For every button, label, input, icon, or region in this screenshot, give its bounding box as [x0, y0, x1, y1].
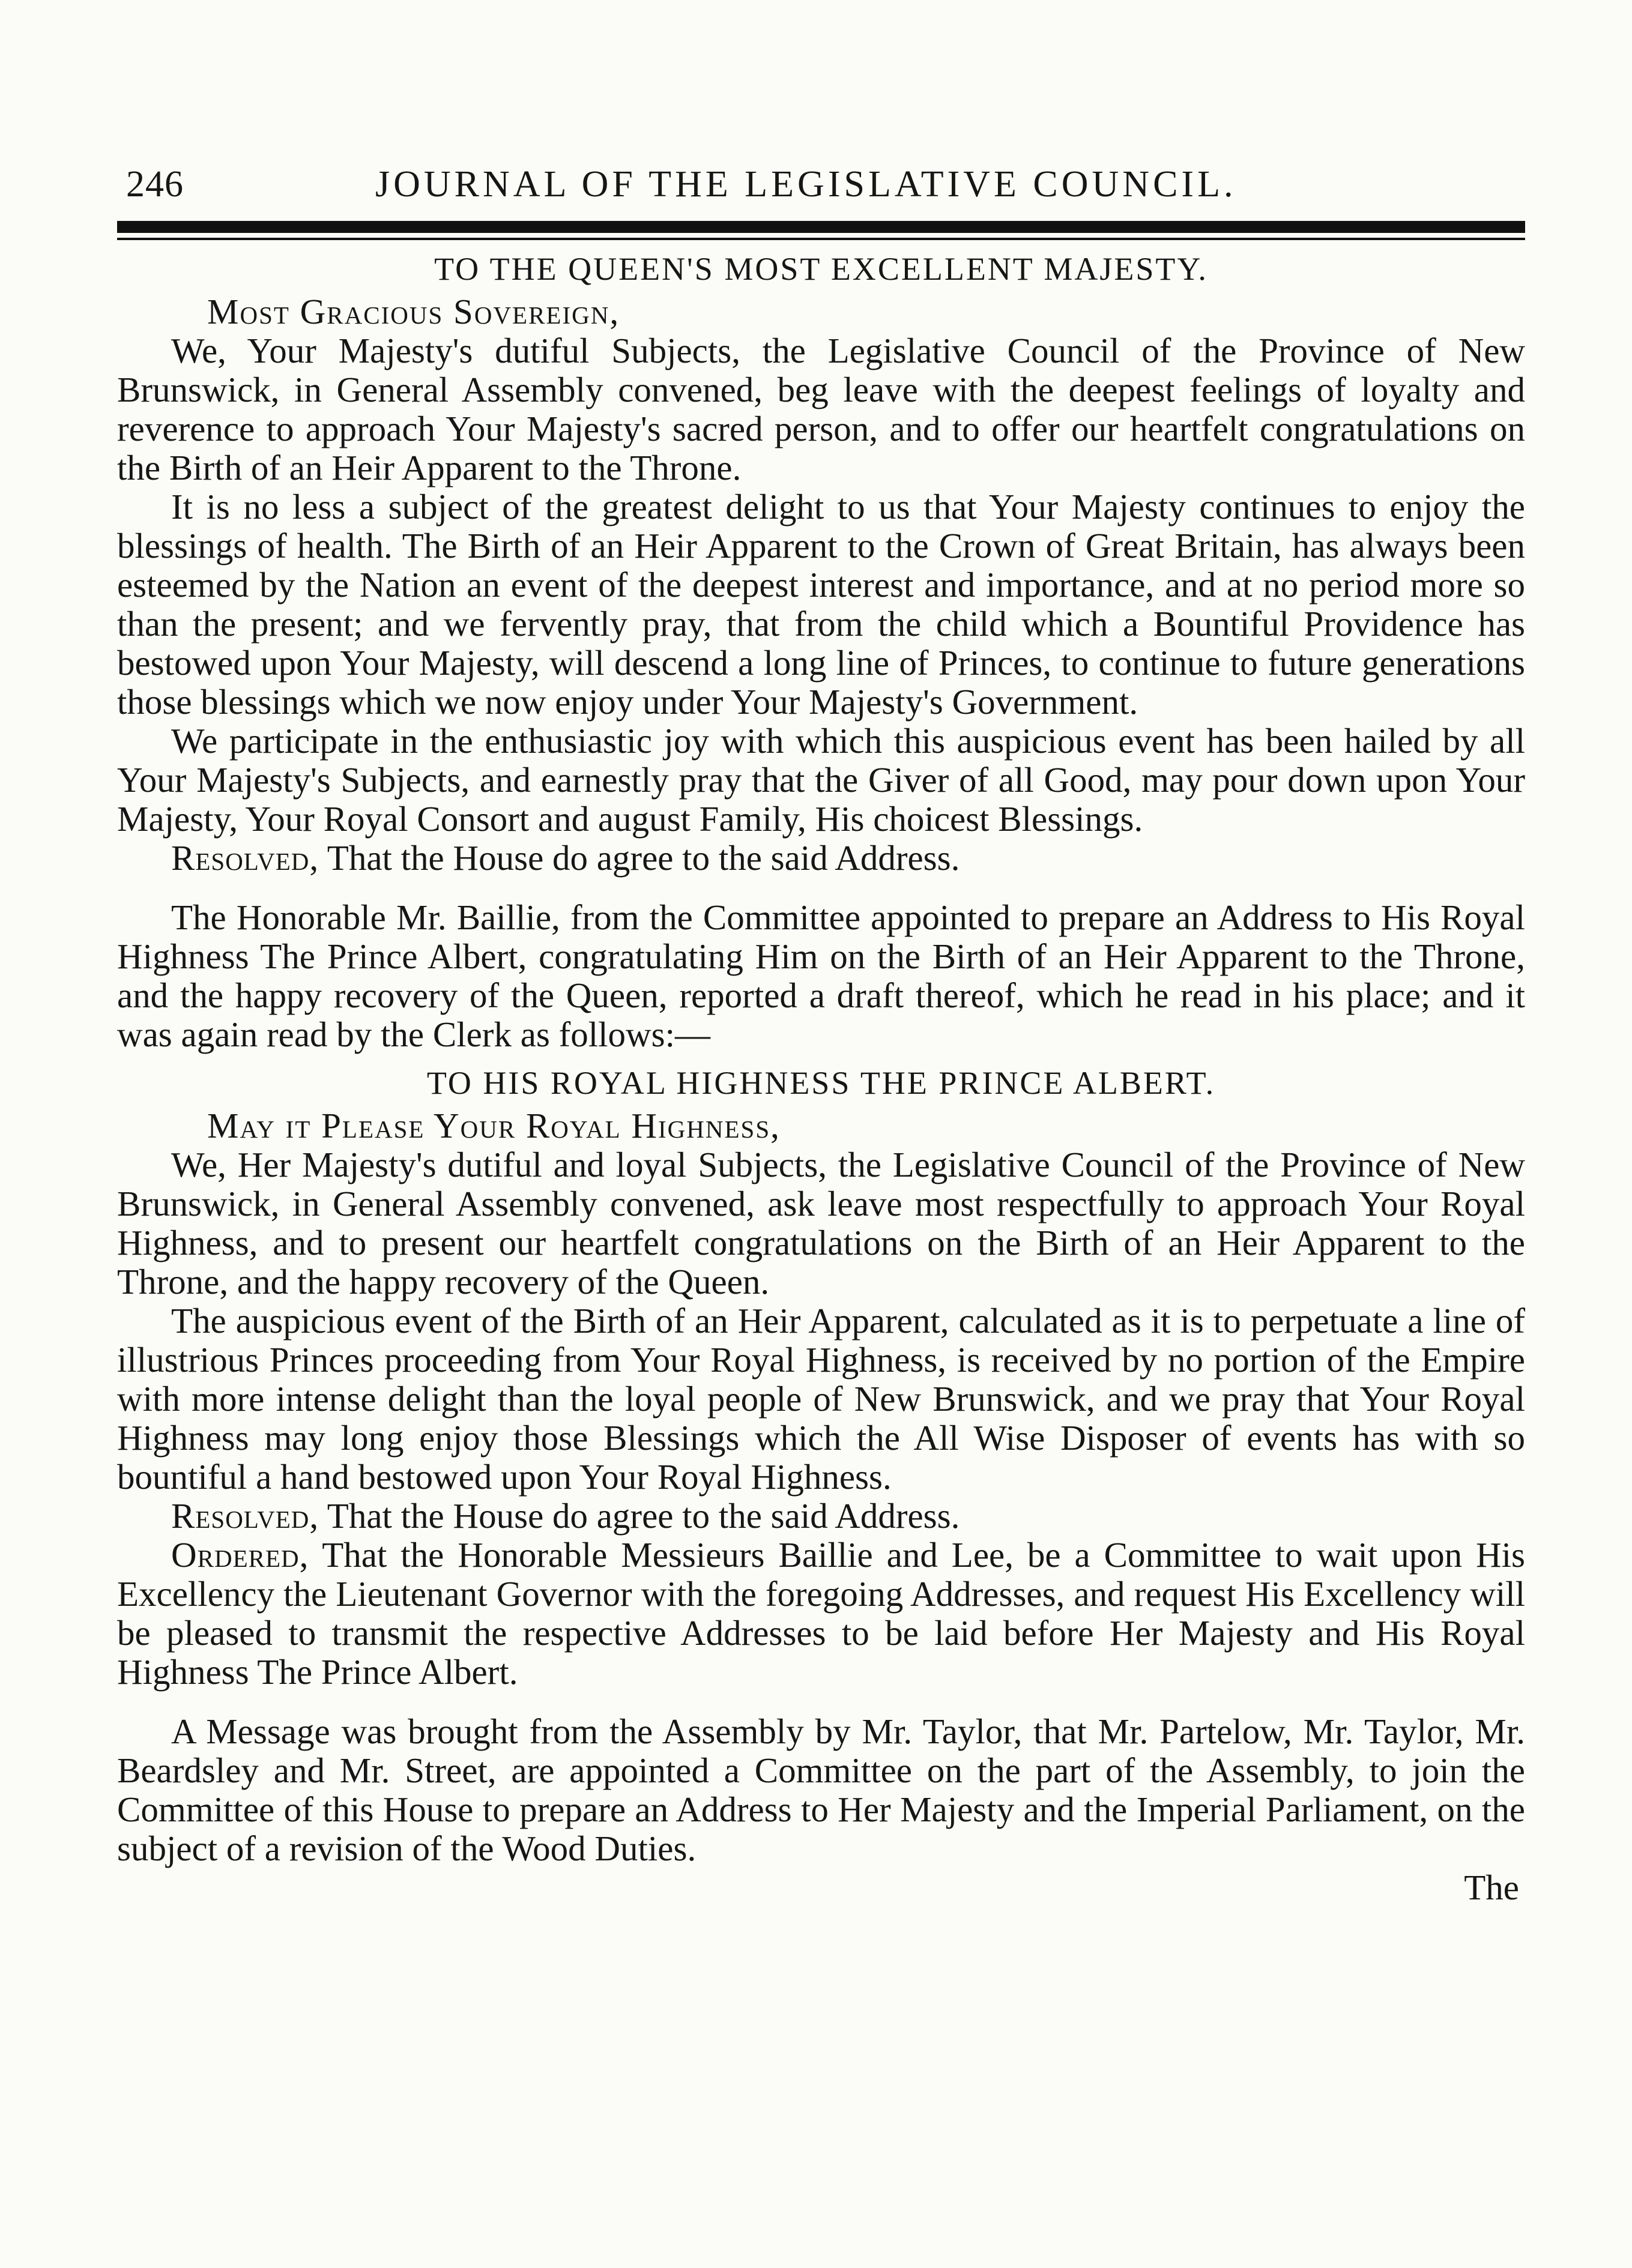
- header-rule-thick: [117, 221, 1525, 233]
- assembly-message-paragraph: A Message was brought from the Assembly by Mr. Taylor, that Mr. Partelow, Mr. Taylor, Mr. Beardsley and Mr. Street, are appointed a Committee on the part of the Assembly, to join the Committee of this House to prepare an Address to Her Majesty and the Imperial Parliament, on the subject of a revision of the Wood Duties.: [117, 1712, 1525, 1868]
- ordered-text: That the Honorable Messieurs Baillie and Lee, be a Committee to wait upon His Excellency the Lieutenant Governor with the foregoing Addresses, and request His Excellency will be pleased to transmit the respective Addresses to be laid before Her Majesty and His Royal Highness The Prince Albert.: [117, 1535, 1525, 1692]
- queen-address-paragraph: We, Your Majesty's dutiful Subjects, the Legislative Council of the Province of New Brunswick, in General Assembly convened, beg leave with the deepest feelings of loyalty and reverence to approach Your Majesty's sacred person, and to offer our heartfelt congratulations on the Birth of an Heir Apparent to the Throne.: [117, 331, 1525, 487]
- journal-body: [117, 250, 1525, 1868]
- page-header: [117, 150, 1525, 216]
- page-number: 246: [126, 164, 184, 205]
- committee-report-paragraph: The Honorable Mr. Baillie, from the Committee appointed to prepare an Address to His Royal Highness The Prince Albert, congratulating Him on the Birth of an Heir Apparent to the Throne, and the happy recovery of the Queen, reported a draft thereof, which he read in his place; and it was again read by the Clerk as follows:—: [117, 897, 1525, 1054]
- prince-address-salutation: May it Please Your Royal Highness,: [207, 1106, 781, 1145]
- prince-resolution: [117, 1497, 1525, 1536]
- running-title: JOURNAL OF THE LEGISLATIVE COUNCIL.: [375, 164, 1237, 205]
- resolved-text: That the House do agree to the said Address.: [327, 1496, 960, 1536]
- catchword: The: [1464, 1868, 1519, 1907]
- resolved-text: That the House do agree to the said Address.: [327, 838, 960, 878]
- queen-address-heading: TO THE QUEEN'S MOST EXCELLENT MAJESTY.: [434, 251, 1208, 287]
- prince-address-heading: TO HIS ROYAL HIGHNESS THE PRINCE ALBERT.: [426, 1065, 1216, 1101]
- queen-address-paragraph: It is no less a subject of the greatest delight to us that Your Majesty continues to enjoy the blessings of health. The Birth of an Heir Apparent to the Crown of Great Britain, has always been esteemed by the Nation an event of the deepest interest and importance, and at no period more so than the present; and we fervently pray, that from the child which a Bountiful Providence has bestowed upon Your Majesty, will descend a long line of Princes, to continue to future generations those blessings which we now enjoy under Your Majesty's Government.: [117, 487, 1525, 722]
- resolved-label: Resolved,: [171, 1496, 319, 1536]
- journal-page: [117, 150, 1525, 1907]
- ordered-paragraph: [117, 1536, 1525, 1692]
- queen-address-salutation: Most Gracious Sovereign,: [207, 292, 620, 331]
- queen-address-paragraph: We participate in the enthusiastic joy with which this auspicious event has been hailed by all Your Majesty's Subjects, and earnestly pray that the Giver of all Good, may pour down upon Your Majesty, Your Royal Consort and august Family, His choicest Blessings.: [117, 721, 1525, 839]
- ordered-label: Ordered,: [171, 1535, 309, 1575]
- resolved-label: Resolved,: [171, 838, 319, 878]
- prince-address-paragraph: We, Her Majesty's dutiful and loyal Subjects, the Legislative Council of the Province of New Brunswick, in General Assembly convened, ask leave most respectfully to approach Your Royal Highness, and to present our heartfelt congratulations on the Birth of an Heir Apparent to the Throne, and the happy recovery of the Queen.: [117, 1145, 1525, 1301]
- queen-resolution: [117, 839, 1525, 878]
- header-rule-thin: [117, 238, 1525, 240]
- prince-address-paragraph: The auspicious event of the Birth of an Heir Apparent, calculated as it is to perpetuate a line of illustrious Princes proceeding from Your Royal Highness, is received by no portion of the Empire with more intense delight than the loyal people of New Brunswick, and we pray that Your Royal Highness may long enjoy those Blessings which the All Wise Disposer of events has with so bountiful a hand bestowed upon Your Royal Highness.: [117, 1301, 1525, 1497]
